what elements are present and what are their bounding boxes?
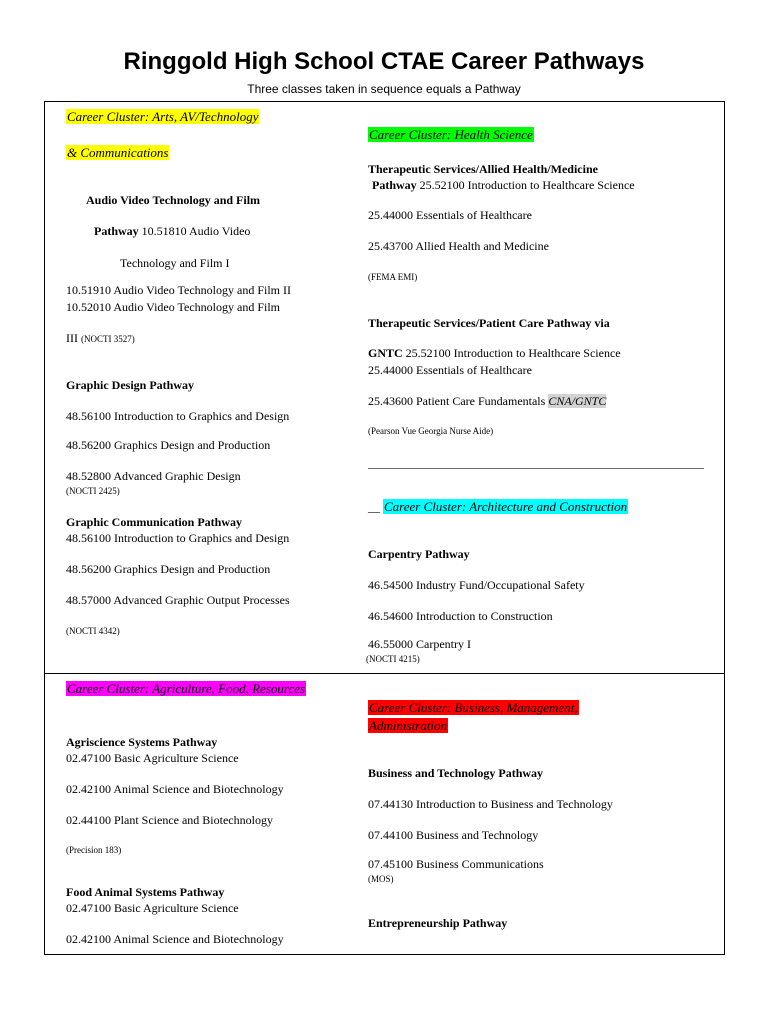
health-cluster-highlight: Career Cluster: Health Science	[369, 127, 533, 142]
pc-cna-highlight: CNA/GNTC	[548, 394, 607, 408]
ts-pathway-title: Therapeutic Services/Allied Health/Medicine	[368, 162, 598, 176]
carp-pathway-title: Carpentry Pathway	[368, 547, 470, 561]
gc-cert: (NOCTI 4342)	[66, 626, 120, 636]
bt-course-3: 07.45100 Business Communications	[368, 857, 544, 871]
fa-pathway-title: Food Animal Systems Pathway	[66, 885, 225, 899]
biz-cluster-heading-1	[368, 700, 579, 716]
biz-cluster-highlight-2: Administration	[369, 718, 448, 733]
ent-pathway-title: Entrepreneurship Pathway	[368, 916, 508, 930]
ag-course-1: 02.47100 Basic Agriculture Science	[66, 751, 239, 765]
av-pathway-word: Pathway	[94, 224, 139, 238]
gd-pathway-title: Graphic Design Pathway	[66, 378, 195, 392]
gd-cert: (NOCTI 2425)	[66, 486, 120, 496]
av-course-1	[94, 224, 250, 239]
health-divider-line: ________________________________________________________	[368, 456, 704, 470]
arts-cluster-heading-1	[66, 109, 259, 125]
ag-course-2: 02.42100 Animal Science and Biotechnology	[66, 782, 284, 796]
ag-pathway-title: Agriscience Systems Pathway	[66, 735, 218, 749]
arts-cluster-heading-2	[66, 145, 169, 161]
av-course-2: 10.51910 Audio Video Technology and Film II	[66, 283, 291, 297]
ag-cluster-highlight: Career Cluster: Agriculture, Food, Resources	[67, 681, 306, 696]
ag-cert: (Precision 183)	[66, 845, 122, 855]
pc-course-3	[368, 394, 606, 409]
pc-course-3-text: 25.43600 Patient Care Fundamentals	[368, 394, 546, 408]
carp-course-3: 46.55000 Carpentry I	[368, 637, 471, 651]
ts-cert: (FEMA EMI)	[368, 272, 418, 282]
gd-course-1: 48.56100 Introduction to Graphics and Design	[66, 409, 290, 423]
arts-cluster-highlight-1: Career Cluster: Arts, AV/Technology	[67, 109, 259, 124]
av-pathway-title: Audio Video Technology and Film	[86, 193, 261, 207]
carp-cert: (NOCTI 4215)	[366, 654, 420, 664]
ts-course-3: 25.43700 Allied Health and Medicine	[368, 239, 549, 253]
av-course-1-text: 10.51810 Audio Video	[141, 224, 251, 238]
ts-course-2: 25.44000 Essentials of Healthcare	[368, 208, 532, 222]
arch-cluster-highlight: Career Cluster: Architecture and Construction	[384, 499, 628, 514]
gc-course-3: 48.57000 Advanced Graphic Output Processes	[66, 593, 290, 607]
pc-course-1	[368, 346, 621, 361]
gc-course-1: 48.56100 Introduction to Graphics and Design	[66, 531, 290, 545]
ts-course-1-text: 25.52100 Introduction to Healthcare Science	[419, 178, 635, 192]
ts-pathway-word: Pathway	[372, 178, 417, 192]
pc-course-2: 25.44000 Essentials of Healthcare	[368, 363, 532, 377]
av-course-3-level: III	[66, 331, 78, 345]
page-title: Ringgold High School CTAE Career Pathways	[123, 48, 645, 75]
biz-cluster-highlight-1: Career Cluster: Business, Management,	[369, 700, 578, 715]
arts-cluster-highlight-2: & Communications	[67, 145, 169, 160]
bt-course-2: 07.44100 Business and Technology	[368, 828, 539, 842]
page-subtitle: Three classes taken in sequence equals a Pathway	[247, 82, 521, 96]
biz-cluster-heading-2	[368, 718, 448, 734]
fa-course-1: 02.47100 Basic Agriculture Science	[66, 901, 239, 915]
health-cluster-heading	[368, 127, 534, 143]
bt-course-1: 07.44130 Introduction to Business and Technology	[368, 797, 613, 811]
arch-cluster-heading	[368, 499, 628, 515]
av-course-3-cont	[66, 331, 135, 346]
ag-course-3: 02.44100 Plant Science and Biotechnology	[66, 813, 273, 827]
fa-course-2: 02.42100 Animal Science and Biotechnology	[66, 932, 284, 946]
gc-course-2: 48.56200 Graphics Design and Production	[66, 562, 271, 576]
av-course-1-cont: Technology and Film I	[120, 256, 230, 270]
pc-gntc: GNTC	[368, 346, 403, 360]
pc-pathway-title: Therapeutic Services/Patient Care Pathway via	[368, 316, 610, 330]
arch-prefix: __	[368, 500, 380, 514]
carp-course-2: 46.54600 Introduction to Construction	[368, 609, 553, 623]
gc-pathway-title: Graphic Communication Pathway	[66, 515, 243, 529]
av-cert: (NOCTI 3527)	[81, 334, 135, 344]
section-divider	[44, 673, 725, 674]
ts-course-1	[372, 178, 635, 193]
carp-course-1: 46.54500 Industry Fund/Occupational Safety	[368, 578, 585, 592]
bt-cert: (MOS)	[368, 874, 394, 884]
pc-course-1-text: 25.52100 Introduction to Healthcare Science	[405, 346, 621, 360]
gd-course-3: 48.52800 Advanced Graphic Design	[66, 469, 241, 483]
gd-course-2: 48.56200 Graphics Design and Production	[66, 438, 271, 452]
pc-cert: (Pearson Vue Georgia Nurse Aide)	[368, 426, 494, 436]
bt-pathway-title: Business and Technology Pathway	[368, 766, 544, 780]
av-course-3: 10.52010 Audio Video Technology and Film	[66, 300, 280, 314]
ag-cluster-heading	[66, 681, 306, 697]
